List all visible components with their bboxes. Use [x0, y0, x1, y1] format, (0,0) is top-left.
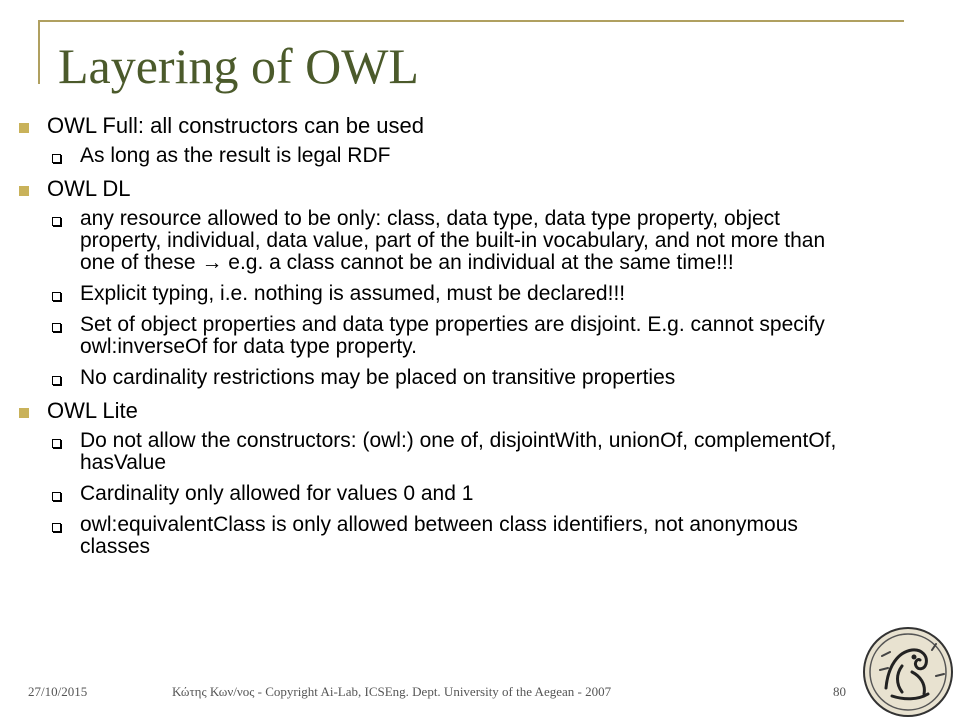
- sub-bullet: [0, 314, 860, 358]
- sub-bullet: [0, 483, 860, 505]
- sub-bullet-text: owl:equivalentClass is only allowed between class identifiers, not anonymous classes: [80, 513, 798, 558]
- square-bullet-icon: [19, 123, 29, 133]
- sub-bullet-text-part1: any resource allowed to be only: class, data type, data type property, object property, individual, data value, part of the built-in vocabulary, and not more than one of these: [80, 207, 826, 274]
- bullet-owl-full: [0, 113, 900, 139]
- sub-bullet: [0, 430, 860, 474]
- box-bullet-icon: [52, 217, 61, 226]
- box-bullet-icon: [52, 292, 61, 301]
- box-bullet-icon: [52, 376, 61, 385]
- slide-title: Layering of OWL: [58, 38, 419, 94]
- box-bullet-icon: [52, 523, 61, 532]
- sub-bullet-text: Explicit typing, i.e. nothing is assumed, must be declared!!!: [80, 282, 626, 305]
- bullet-owl-lite: [0, 398, 900, 424]
- right-arrow-icon: →: [201, 251, 223, 274]
- box-bullet-icon: [52, 492, 61, 501]
- bullet-text: OWL Full: all constructors can be used: [47, 113, 425, 138]
- box-bullet-icon: [52, 439, 61, 448]
- sub-bullet-text-part2: e.g. a class cannot be an individual at the same time!!!: [222, 251, 734, 274]
- bullet-text: OWL Lite: [47, 398, 138, 423]
- sub-bullet-text: Cardinality only allowed for values 0 and 1: [80, 482, 474, 505]
- sub-bullet: [0, 367, 860, 389]
- box-bullet-icon: [52, 154, 61, 163]
- box-bullet-icon: [52, 323, 61, 332]
- slide-content: [0, 110, 900, 567]
- left-frame-line: [38, 20, 40, 84]
- footer-copyright: Κώτης Κων/νος - Copyright Ai-Lab, ICSEng. Dept. University of the Aegean - 2007: [172, 684, 612, 699]
- top-frame-line: [38, 20, 904, 22]
- bullet-owl-dl: [0, 176, 900, 202]
- sub-bullet: [0, 283, 860, 305]
- university-seal-logo: [862, 626, 954, 718]
- sub-bullet-text: As long as the result is legal RDF: [80, 144, 391, 167]
- sub-bullet-text: Do not allow the constructors: (owl:) one of, disjointWith, unionOf, complementOf, hasValue: [80, 429, 837, 474]
- sub-bullet: [0, 145, 860, 167]
- sub-bullet: [0, 514, 860, 558]
- bullet-text: OWL DL: [47, 176, 131, 201]
- page-number: 80: [833, 684, 846, 699]
- footer-date: 27/10/2015: [28, 684, 88, 699]
- sub-bullet-text: No cardinality restrictions may be placed on transitive properties: [80, 366, 676, 389]
- square-bullet-icon: [19, 408, 29, 418]
- sub-bullet-text: Set of object properties and data type properties are disjoint. E.g. cannot specify owl:inverseOf for data type property.: [80, 313, 825, 358]
- sub-bullet: [0, 208, 860, 274]
- square-bullet-icon: [19, 186, 29, 196]
